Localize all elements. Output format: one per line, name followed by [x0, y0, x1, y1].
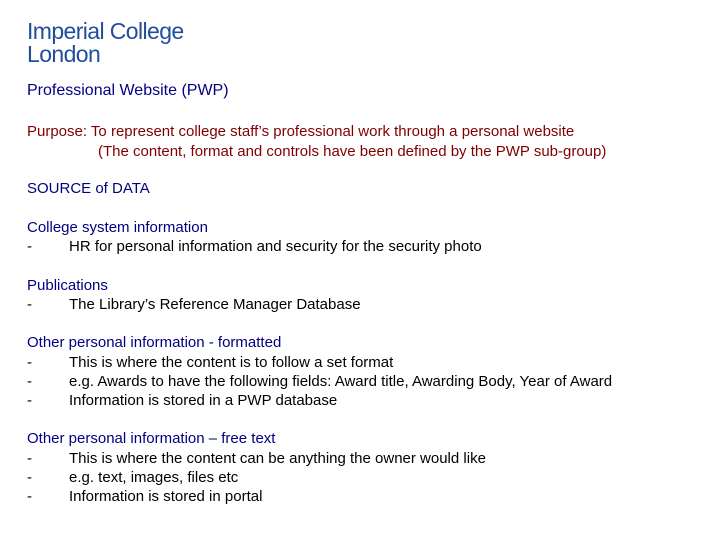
- section-college-system: [27, 218, 482, 256]
- section-title: Other personal information - formatted: [27, 334, 282, 351]
- section-title: Other personal information – free text: [27, 430, 276, 447]
- bullet-dash: -: [27, 450, 32, 467]
- bullet-dash: -: [27, 392, 32, 409]
- section-free-text: [27, 429, 486, 506]
- section-title: College system information: [27, 219, 208, 236]
- logo-line-2: London: [27, 41, 101, 67]
- bullet-dash: -: [27, 373, 32, 390]
- imperial-college-logo: [27, 20, 184, 66]
- bullet-item: [27, 295, 361, 314]
- bullet-text: e.g. Awards to have the following fields: Award title, Awarding Body, Year of Award: [69, 373, 613, 390]
- purpose-line-2: (The content, format and controls have been defined by the PWP sub-group): [98, 143, 607, 160]
- bullet-item: [27, 449, 486, 468]
- purpose-line-1: Purpose: To represent college staff’s professional work through a personal website: [27, 123, 575, 140]
- bullet-item: [27, 487, 486, 506]
- logo-line-1: Imperial College: [27, 18, 184, 44]
- bullet-dash: -: [27, 488, 32, 505]
- section-formatted: [27, 333, 612, 410]
- bullet-dash: -: [27, 354, 32, 371]
- section-title: Publications: [27, 277, 108, 294]
- bullet-item: [27, 237, 482, 256]
- bullet-text: The Library’s Reference Manager Database: [69, 296, 361, 313]
- bullet-item: [27, 468, 486, 487]
- source-heading: SOURCE of DATA: [27, 180, 150, 197]
- bullet-dash: -: [27, 469, 32, 486]
- bullet-item: [27, 353, 612, 372]
- section-publications: [27, 276, 361, 314]
- purpose-statement: [27, 122, 606, 162]
- bullet-text: This is where the content is to follow a set format: [69, 354, 394, 371]
- bullet-item: [27, 391, 612, 410]
- bullet-dash: -: [27, 238, 32, 255]
- bullet-text: Information is stored in portal: [69, 488, 263, 505]
- bullet-item: [27, 372, 612, 391]
- bullet-text: e.g. text, images, files etc: [69, 469, 239, 486]
- bullet-dash: -: [27, 296, 32, 313]
- bullet-text: Information is stored in a PWP database: [69, 392, 338, 409]
- bullet-text: This is where the content can be anything the owner would like: [69, 450, 486, 467]
- bullet-text: HR for personal information and security for the security photo: [69, 238, 482, 255]
- slide-title: Professional Website (PWP): [27, 82, 229, 99]
